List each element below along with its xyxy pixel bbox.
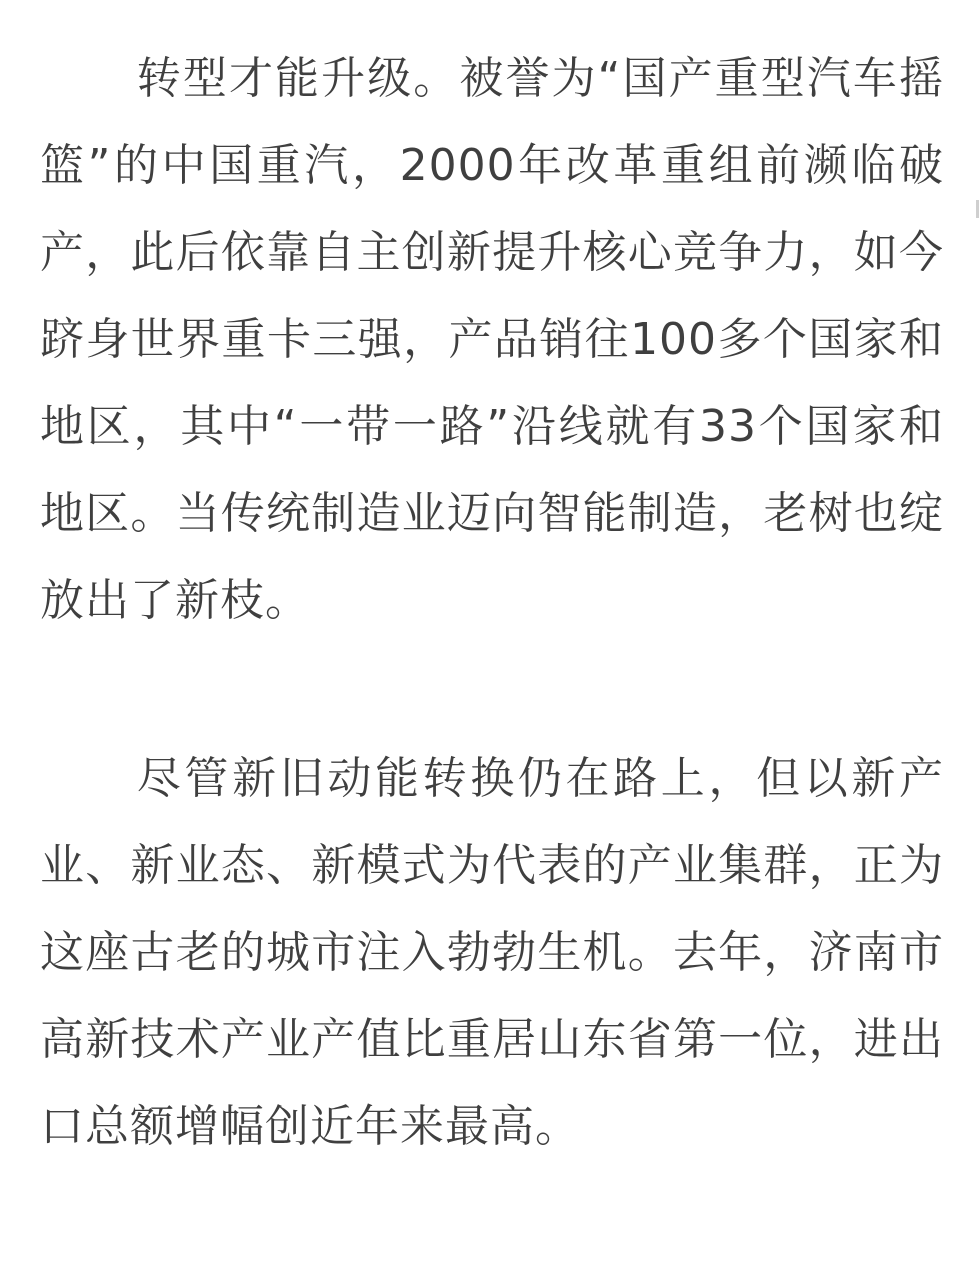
article-paragraph-2: 尽管新旧动能转换仍在路上，但以新产业、新业态、新模式为代表的产业集群，正为这座古老的城市注入勃勃生机。去年，济南市高新技术产业产值比重居山东省第一位，进出口总额增幅创近年来最高。 xyxy=(40,753,944,1152)
article-paragraph-1: 转型才能升级。被誉为“国产重型汽车摇篮”的中国重汽，2000年改革重组前濒临破产，此后依靠自主创新提升核心竞争力，如今跻身世界重卡三强，产品销往100多个国家和地区，其中“一带一路”沿线就有33个国家和地区。当传统制造业迈向智能制造，老树也绽放出了新枝。 xyxy=(40,53,944,626)
